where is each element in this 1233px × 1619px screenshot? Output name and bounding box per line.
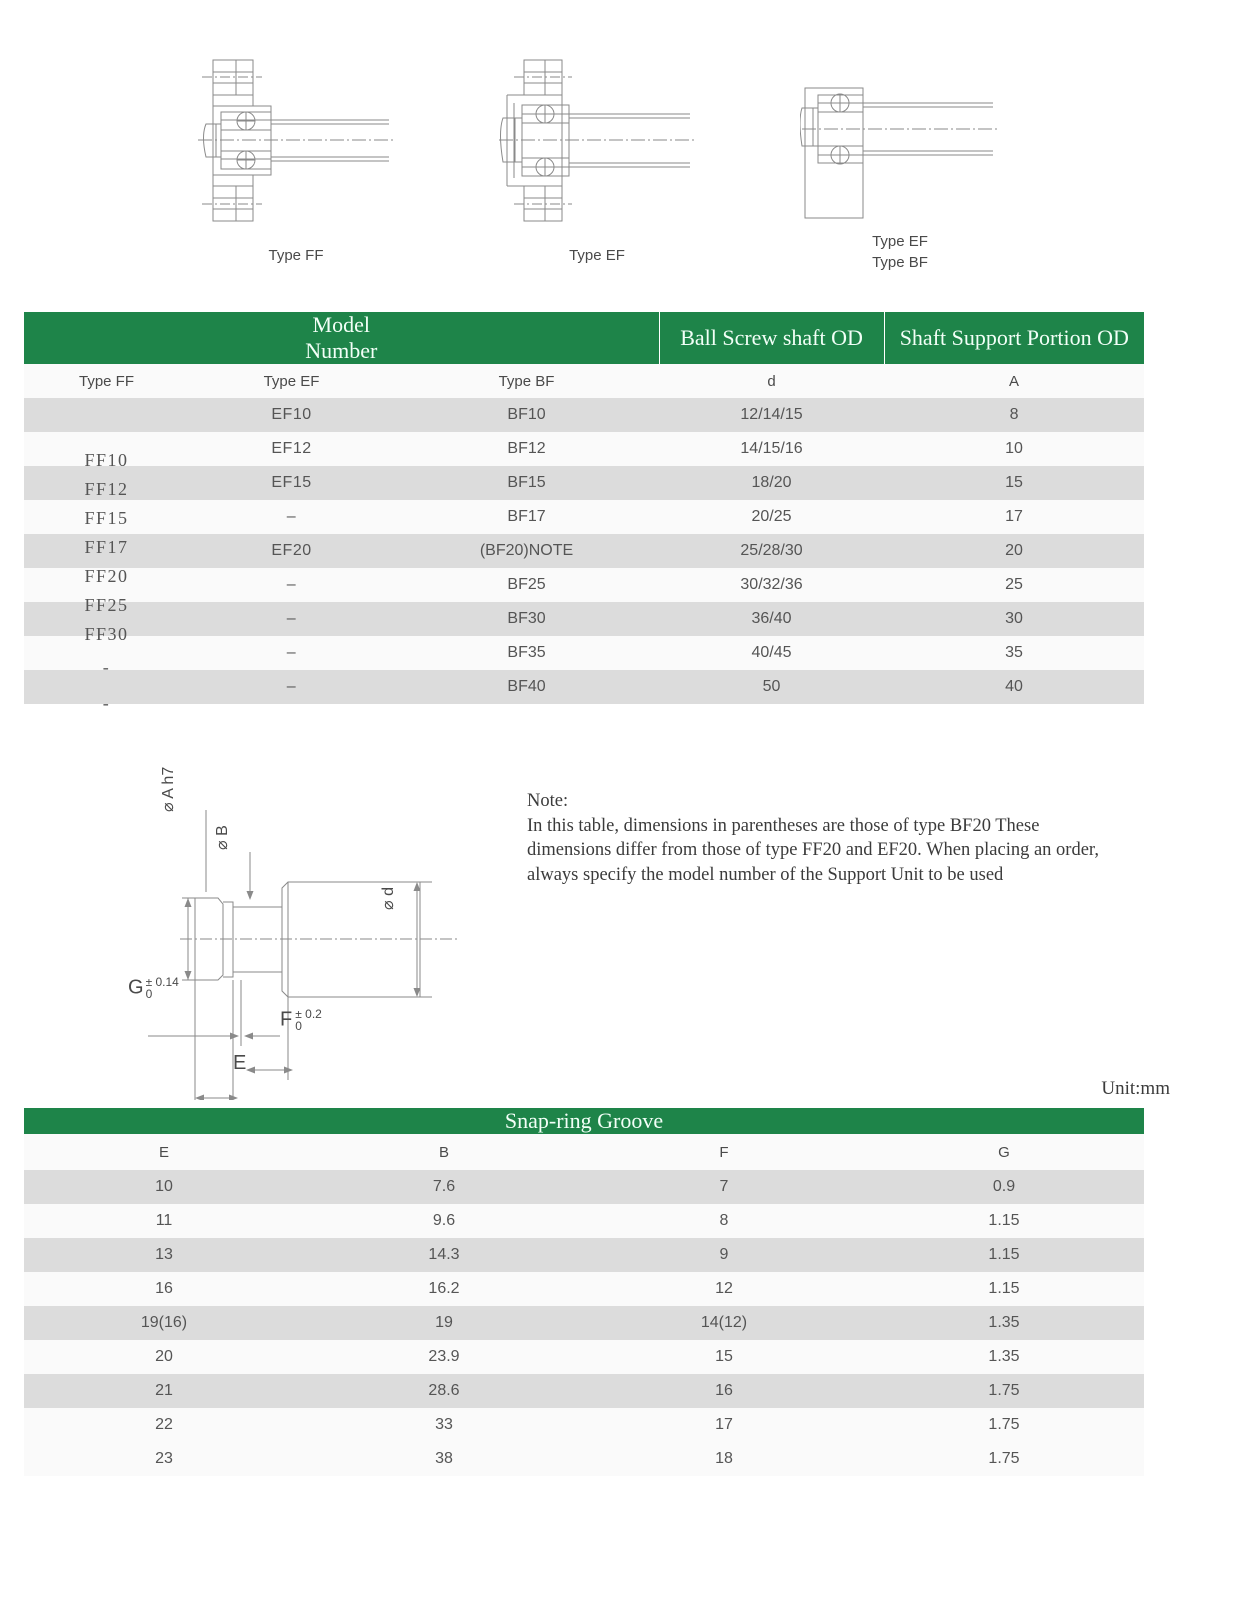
cell-d: 20/25 — [659, 500, 884, 534]
cell-b: 23.9 — [304, 1340, 584, 1374]
label-diameter-b: ⌀ B — [214, 825, 231, 850]
cell-bf: BF12 — [394, 432, 659, 466]
cell-d: 50 — [659, 670, 884, 704]
cell-f: 17 — [584, 1408, 864, 1442]
cell-bf: BF17 — [394, 500, 659, 534]
table-row — [24, 1340, 1144, 1374]
label-f-tolerance-lower: 0 — [295, 1019, 302, 1033]
label-e: E — [233, 1052, 247, 1074]
cell-g: 1.15 — [864, 1204, 1144, 1238]
label-diameter-a: ⌀ A h7 — [160, 766, 177, 812]
label-diameter-d: ⌀ d — [380, 887, 397, 910]
cell-ff: - — [102, 693, 111, 713]
col-header-d: d — [659, 364, 884, 398]
drawing-caption-bf-1: Type EF — [872, 233, 928, 250]
cell-ef: EF15 — [189, 466, 394, 500]
model-number-table-wrapper — [24, 312, 1144, 704]
cell-d: 36/40 — [659, 602, 884, 636]
cell-f: 8 — [584, 1204, 864, 1238]
cell-d: 12/14/15 — [659, 398, 884, 432]
cell-b: 19 — [304, 1306, 584, 1340]
cell-a: 17 — [884, 500, 1144, 534]
cell-ff: FF17 — [84, 537, 129, 557]
cell-b: 9.6 — [304, 1204, 584, 1238]
shaft-end-dimension-svg — [120, 780, 500, 1100]
label-f-tolerance-upper: ± 0.2 — [295, 1007, 322, 1021]
shaft-end-drawing — [120, 766, 500, 1100]
cell-b: 33 — [304, 1408, 584, 1442]
table1-column-header-row — [24, 364, 1144, 398]
note-body: In this table, dimensions in parentheses are those of type BF20 These dimensions differ from those of type FF20 and EF20. When placing an order, always specify the model number of the Support Unit to be used — [527, 815, 1099, 885]
cell-ef: EF20 — [189, 534, 394, 568]
cell-e: 19(16) — [24, 1306, 304, 1340]
group-header-shaft-support-portion-od — [884, 312, 1144, 364]
table-row — [24, 534, 1144, 568]
cell-a: 25 — [884, 568, 1144, 602]
table-row — [24, 1204, 1144, 1238]
cell-g: 0.9 — [864, 1170, 1144, 1204]
table-row — [24, 602, 1144, 636]
snap-ring-groove-table — [24, 1108, 1144, 1476]
cell-ff: FF12 — [84, 479, 129, 499]
cell-d: 30/32/36 — [659, 568, 884, 602]
col-header-g: G — [864, 1134, 1144, 1170]
cell-g: 1.75 — [864, 1374, 1144, 1408]
cell-f: 18 — [584, 1442, 864, 1476]
cell-a: 20 — [884, 534, 1144, 568]
cell-e: 23 — [24, 1442, 304, 1476]
shaft-end-detail-section — [0, 766, 1233, 1105]
cell-g: 1.15 — [864, 1238, 1144, 1272]
group-header-a-label: Shaft Support Portion OD — [899, 325, 1129, 350]
note-title: Note: — [527, 791, 569, 811]
table-row — [24, 1170, 1144, 1204]
cell-g: 1.35 — [864, 1340, 1144, 1374]
cell-a: 35 — [884, 636, 1144, 670]
table2-column-header-row — [24, 1134, 1144, 1170]
table2-title-row — [24, 1108, 1144, 1134]
support-unit-drawings — [0, 0, 1233, 300]
drawing-type-bf — [800, 48, 1000, 271]
group-header-model-line2: Number — [305, 338, 378, 363]
cell-bf: BF10 — [394, 398, 659, 432]
label-g-group — [128, 976, 179, 1000]
cell-bf: BF30 — [394, 602, 659, 636]
table-row — [24, 670, 1144, 704]
col-header-type-ff: Type FF — [24, 364, 189, 398]
label-f: F — [280, 1008, 293, 1031]
label-g-tolerance-upper: ± 0.14 — [145, 975, 179, 989]
group-header-ball-screw-shaft-od — [659, 312, 884, 364]
cell-ef: – — [189, 568, 394, 602]
table-row — [24, 1374, 1144, 1408]
cell-a: 15 — [884, 466, 1144, 500]
table-row — [24, 1306, 1144, 1340]
col-header-e: E — [24, 1134, 304, 1170]
col-header-type-ef: Type EF — [189, 364, 394, 398]
type-ef-cross-section-svg — [497, 48, 697, 233]
cell-ff: FF15 — [84, 508, 129, 528]
cell-g: 1.35 — [864, 1306, 1144, 1340]
cell-a: 10 — [884, 432, 1144, 466]
cell-a: 8 — [884, 398, 1144, 432]
cell-f: 9 — [584, 1238, 864, 1272]
cell-e: 20 — [24, 1340, 304, 1374]
cell-f: 16 — [584, 1374, 864, 1408]
cell-f: 7 — [584, 1170, 864, 1204]
cell-bf: BF15 — [394, 466, 659, 500]
table-row — [24, 1442, 1144, 1476]
label-f-group — [280, 1008, 322, 1032]
cell-f: 15 — [584, 1340, 864, 1374]
cell-ff: FF10 — [84, 450, 129, 470]
cell-e: 22 — [24, 1408, 304, 1442]
cell-bf: BF40 — [394, 670, 659, 704]
drawing-type-ef — [497, 48, 697, 264]
cell-bf: BF35 — [394, 636, 659, 670]
cell-e: 10 — [24, 1170, 304, 1204]
unit-label: Unit:mm — [1101, 1078, 1170, 1099]
drawing-caption-ef: Type EF — [569, 247, 625, 264]
note-block — [527, 789, 1107, 887]
drawing-caption-bf-2: Type BF — [872, 254, 928, 271]
label-g: G — [128, 976, 144, 999]
cell-e: 21 — [24, 1374, 304, 1408]
group-header-model-line1: Model — [312, 312, 370, 337]
table-row — [24, 466, 1144, 500]
cell-e: 11 — [24, 1204, 304, 1238]
table-row — [24, 1272, 1144, 1306]
snap-ring-groove-table-wrapper — [24, 1108, 1144, 1476]
col-header-a: A — [884, 364, 1144, 398]
cell-ef: EF12 — [189, 432, 394, 466]
table-row — [24, 1408, 1144, 1442]
cell-ff: FF20 — [84, 566, 129, 586]
type-bf-cross-section-svg — [800, 48, 1000, 223]
cell-g: 1.75 — [864, 1442, 1144, 1476]
model-number-table — [24, 312, 1144, 704]
group-header-model-number — [24, 312, 659, 364]
table1-group-header-row — [24, 312, 1144, 364]
cell-ff: FF25 — [84, 595, 129, 615]
group-header-d-label: Ball Screw shaft OD — [680, 325, 863, 350]
label-g-tolerance-lower: 0 — [145, 987, 153, 1001]
cell-b: 7.6 — [304, 1170, 584, 1204]
cell-d: 25/28/30 — [659, 534, 884, 568]
cell-ff: - — [102, 657, 111, 677]
table-row — [24, 500, 1144, 534]
cell-b: 16.2 — [304, 1272, 584, 1306]
cell-b: 14.3 — [304, 1238, 584, 1272]
cell-f: 12 — [584, 1272, 864, 1306]
cell-g: 1.15 — [864, 1272, 1144, 1306]
cell-d: 18/20 — [659, 466, 884, 500]
table1-body — [24, 398, 1144, 704]
cell-e: 13 — [24, 1238, 304, 1272]
cell-ff: FF30 — [84, 624, 129, 644]
type-ff-cross-section-svg — [196, 48, 396, 233]
snap-ring-groove-title: Snap-ring Groove — [24, 1108, 1144, 1134]
col-header-b: B — [304, 1134, 584, 1170]
cell-ef: – — [189, 670, 394, 704]
col-header-type-bf: Type BF — [394, 364, 659, 398]
cell-ef: – — [189, 602, 394, 636]
cell-a: 40 — [884, 670, 1144, 704]
cell-e: 16 — [24, 1272, 304, 1306]
table-row — [24, 398, 1144, 432]
table-row — [24, 432, 1144, 466]
cell-d: 14/15/16 — [659, 432, 884, 466]
cell-g: 1.75 — [864, 1408, 1144, 1442]
cell-a: 30 — [884, 602, 1144, 636]
col-header-f: F — [584, 1134, 864, 1170]
cell-ef: – — [189, 500, 394, 534]
cell-bf: (BF20)NOTE — [394, 534, 659, 568]
cell-f: 14(12) — [584, 1306, 864, 1340]
table2-body — [24, 1170, 1144, 1476]
table-row — [24, 1238, 1144, 1272]
table-row — [24, 568, 1144, 602]
cell-bf: BF25 — [394, 568, 659, 602]
drawing-type-ff — [196, 48, 396, 264]
cell-ef: – — [189, 636, 394, 670]
cell-d: 40/45 — [659, 636, 884, 670]
cell-b: 38 — [304, 1442, 584, 1476]
cell-ef: EF10 — [189, 398, 394, 432]
cell-b: 28.6 — [304, 1374, 584, 1408]
drawing-caption-ff: Type FF — [268, 247, 324, 264]
table-row — [24, 636, 1144, 670]
